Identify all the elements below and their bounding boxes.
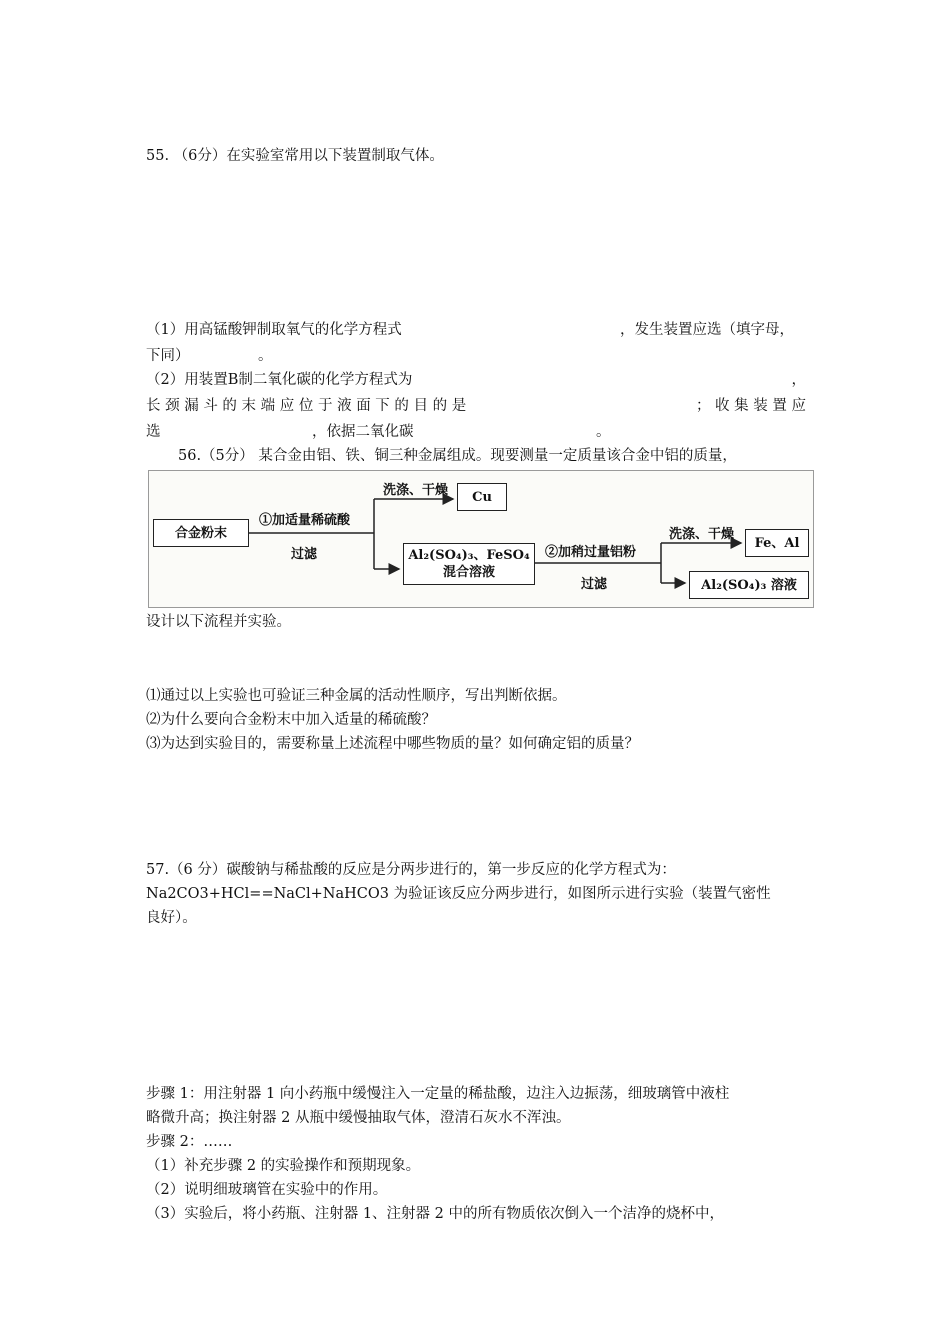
q55-part1-line2	[146, 346, 273, 366]
mixed-solution-label: 混合溶液	[442, 565, 495, 580]
q55-title: 55. （6分）在实验室常用以下装置制取气体。	[146, 148, 444, 164]
step2-filter-label: 过滤	[581, 577, 608, 592]
q55-part1-text: （1）用高锰酸钾制取氧气的化学方程式	[146, 322, 402, 338]
step1-reagent-label: ①加适量稀硫酸	[259, 513, 351, 528]
mixed-solution-box	[403, 543, 535, 585]
wash-dry-label-2: 洗涤、干燥	[669, 527, 735, 542]
q56-question-3: ⑶为达到实验目的，需要称量上述流程中哪些物质的量？如何确定铝的质量？	[146, 736, 639, 752]
q55-basis-text: ，依据二氧化碳	[312, 424, 414, 440]
step2-reagent-label: ②加稍过量铝粉	[545, 545, 637, 560]
q55-part1-cont: 下同）	[146, 348, 190, 364]
q56-question-1: ⑴通过以上实验也可验证三种金属的活动性顺序，写出判断依据。	[146, 688, 567, 704]
final-solution-box: Al₂(SO₄)₃ 溶液	[689, 571, 809, 599]
q57-line-1: 57.（6 分）碳酸钠与稀盐酸的反应是分两步进行的，第一步反应的化学方程式为：	[146, 862, 676, 878]
q55-part1-end: 。	[258, 348, 273, 364]
q56-question-2: ⑵为什么要向合金粉末中加入适量的稀硫酸？	[146, 712, 436, 728]
mixed-solution-formula: Al₂(SO₄)₃、FeSO₄	[408, 548, 530, 563]
alloy-powder-box: 合金粉末	[153, 519, 249, 547]
q55-part2-line2	[146, 396, 806, 416]
q55-collect-text: ； 收 集 装 置 应	[695, 398, 806, 414]
q55-select-text: 选	[146, 424, 161, 440]
q55-part2-text: （2）用装置B制二氧化碳的化学方程式为	[146, 372, 413, 388]
q57-sub-1: （1）补充步骤 2 的实验操作和预期现象。	[146, 1158, 421, 1174]
q55-part1-tail: ，发生装置应选（填字母，	[620, 322, 794, 338]
cu-box: Cu	[457, 483, 507, 511]
flowchart	[148, 470, 814, 608]
step1-filter-label: 过滤	[291, 547, 318, 562]
q57-line-2: Na2CO3+HCl==NaCl+NaHCO3 为验证该反应分两步进行，如图所示进行实验（装置气密性	[146, 886, 771, 902]
q55-part2-line1	[146, 370, 806, 390]
q57-step2: 步骤 2：……	[146, 1134, 233, 1150]
q55-part2-tail: ，	[791, 372, 806, 388]
q56-continuation: 设计以下流程并实验。	[146, 614, 291, 630]
q57-step1-line1: 步骤 1：用注射器 1 向小药瓶中缓慢注入一定量的稀盐酸，边注入边振荡，细玻璃管中液柱	[146, 1086, 730, 1102]
q55-part1-line1	[146, 320, 806, 340]
q57-sub-3: （3）实验后，将小药瓶、注射器 1、注射器 2 中的所有物质依次倒入一个洁净的烧杯中，	[146, 1206, 724, 1222]
wash-dry-label-1: 洗涤、干燥	[383, 483, 449, 498]
q55-basis-end: 。	[596, 424, 611, 440]
q57-step1-line2: 略微升高；换注射器 2 从瓶中缓慢抽取气体，澄清石灰水不浑浊。	[146, 1110, 571, 1126]
fe-al-box: Fe、Al	[745, 529, 809, 557]
q57-line-3: 良好）。	[146, 910, 197, 926]
q55-part2-line3	[146, 422, 611, 442]
q56-title: 56.（5分） 某合金由铝、铁、铜三种金属组成。现要测量一定质量该合金中铝的质量，	[178, 448, 737, 464]
q57-sub-2: （2）说明细玻璃管在实验中的作用。	[146, 1182, 388, 1198]
q55-funnel-text: 长 颈 漏 斗 的 末 端 应 位 于 液 面 下 的 目 的 是	[146, 398, 467, 414]
